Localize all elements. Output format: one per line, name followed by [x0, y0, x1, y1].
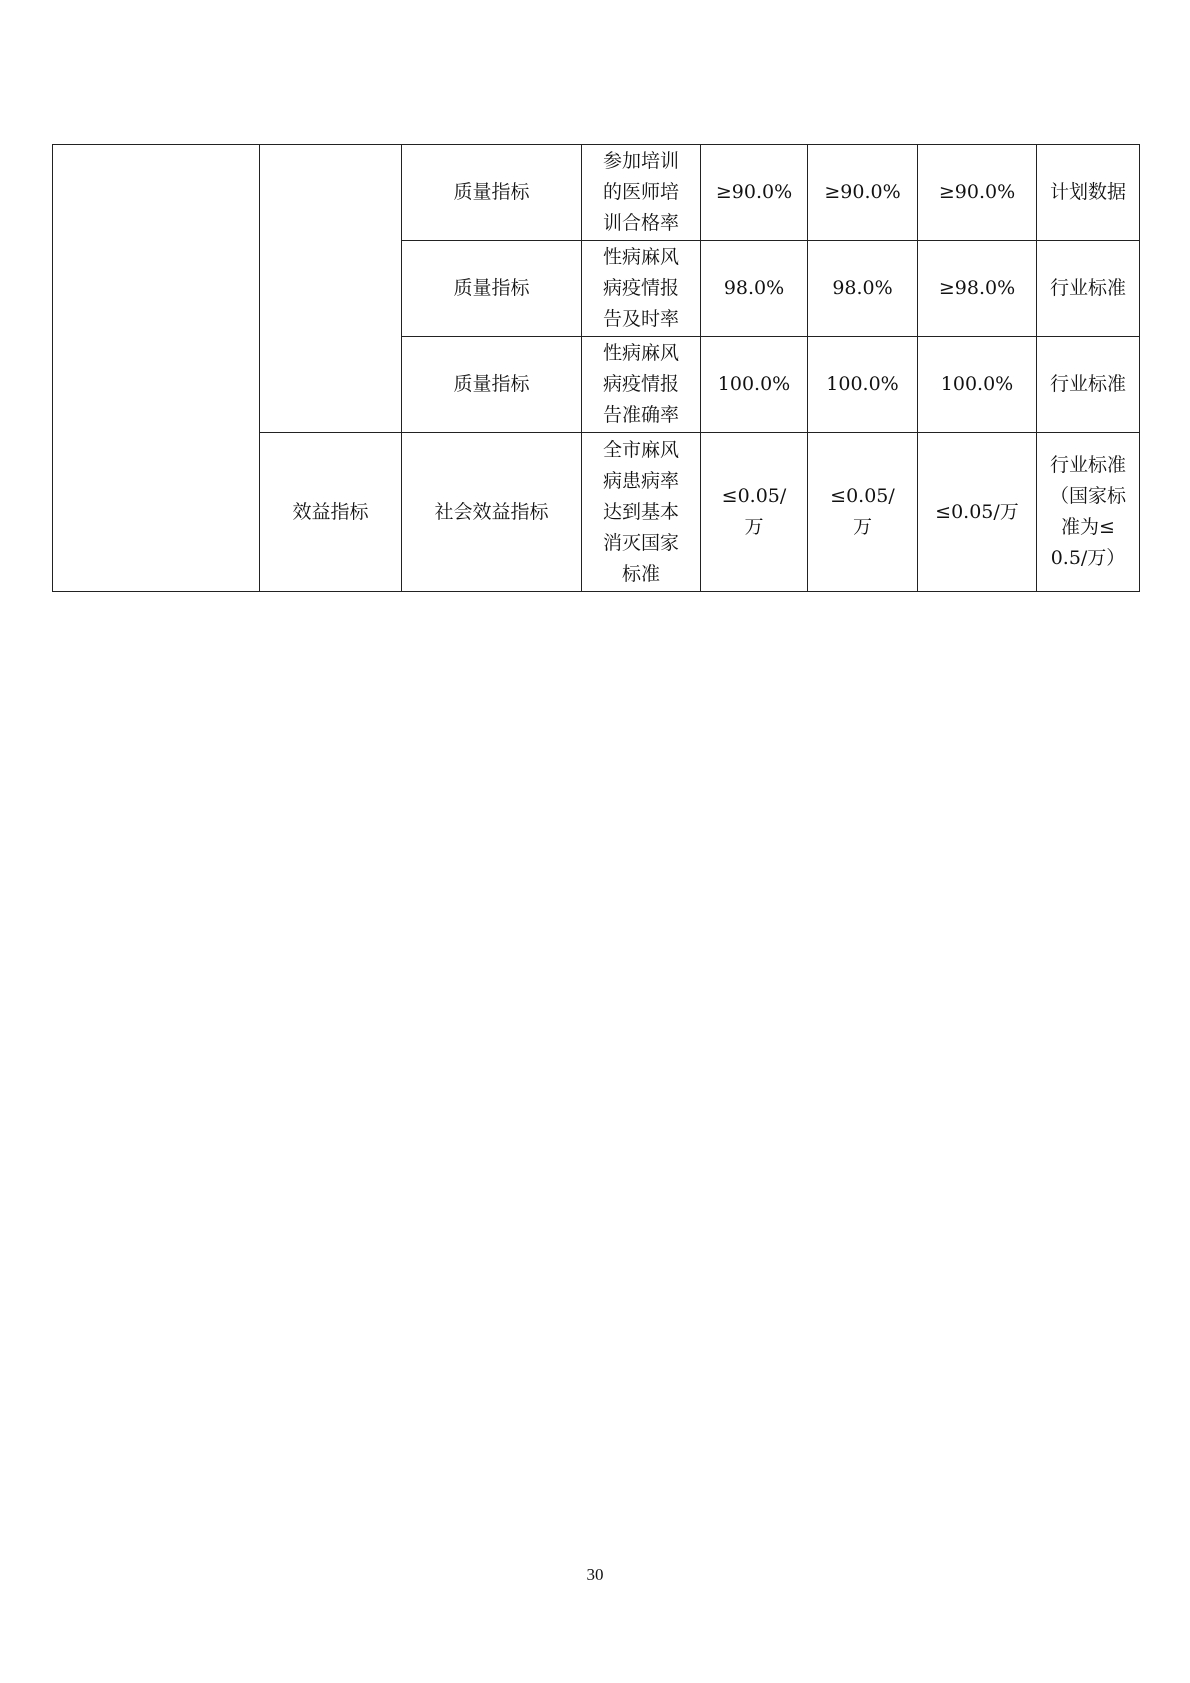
value-cell: ≥90.0% — [701, 145, 808, 241]
indicator-name-line: 标准 — [621, 562, 660, 585]
indicator-name-line: 病疫情报 — [602, 373, 679, 395]
value-cell: 100.0% — [808, 337, 918, 433]
third-level-indicator-cell: 社会效益指标 — [402, 433, 582, 592]
indicator-name-line: 告准确率 — [602, 404, 679, 426]
basis-line: 准为≤ — [1061, 516, 1115, 538]
basis-cell — [1037, 433, 1140, 592]
indicator-name-line: 的医师培 — [602, 181, 679, 203]
basis-cell — [1037, 337, 1140, 433]
value-cell — [701, 433, 808, 592]
indicator-name-cell — [582, 433, 701, 592]
value-cell: 100.0% — [918, 337, 1037, 433]
indicator-name-line: 性病麻风 — [602, 342, 679, 364]
value-cell: 98.0% — [808, 241, 918, 337]
basis-line: 行业标准 — [1049, 277, 1126, 299]
indicator-name-line: 参加培训 — [602, 150, 679, 172]
performance-indicator-table — [52, 144, 1140, 592]
value-line: ≤0.05/ — [830, 485, 895, 507]
value-cell: ≥90.0% — [918, 145, 1037, 241]
third-level-indicator-cell: 质量指标 — [402, 337, 582, 433]
basis-line: 计划数据 — [1049, 181, 1126, 203]
value-line: ≤0.05/ — [721, 485, 787, 507]
indicator-name-line: 全市麻风 — [602, 438, 679, 461]
indicator-name-cell — [582, 145, 701, 241]
indicator-name-line: 告及时率 — [602, 308, 679, 330]
second-level-indicator-cell: 效益指标 — [260, 433, 402, 592]
third-level-indicator-cell: 质量指标 — [402, 241, 582, 337]
basis-line: 行业标准 — [1049, 454, 1126, 476]
basis-cell — [1037, 145, 1140, 241]
basis-line: 行业标准 — [1049, 373, 1126, 395]
indicator-name-line: 性病麻风 — [602, 246, 679, 268]
basis-line: （国家标 — [1049, 485, 1126, 507]
basis-line: 0.5/万） — [1050, 547, 1126, 569]
value-cell — [808, 433, 918, 592]
second-level-indicator-cell — [260, 145, 402, 433]
indicator-name-line: 病疫情报 — [602, 277, 679, 299]
indicator-name-cell — [582, 337, 701, 433]
value-line: 万 — [744, 516, 764, 538]
indicator-name-line: 达到基本 — [602, 500, 679, 523]
value-cell: 98.0% — [701, 241, 808, 337]
third-level-indicator-cell: 质量指标 — [402, 145, 582, 241]
basis-cell — [1037, 241, 1140, 337]
indicator-name-line: 病患病率 — [602, 469, 679, 492]
table-row — [53, 145, 1140, 241]
value-line: 万 — [852, 516, 872, 538]
first-level-indicator-cell — [53, 145, 260, 592]
value-cell: ≥90.0% — [808, 145, 918, 241]
indicator-name-line: 训合格率 — [602, 212, 679, 234]
indicator-name-line: 消灭国家 — [602, 531, 679, 554]
page-number: 30 — [586, 1565, 604, 1584]
value-cell: ≥98.0% — [918, 241, 1037, 337]
value-cell: 100.0% — [701, 337, 808, 433]
indicator-name-cell — [582, 241, 701, 337]
value-cell: ≤0.05/万 — [918, 433, 1037, 592]
